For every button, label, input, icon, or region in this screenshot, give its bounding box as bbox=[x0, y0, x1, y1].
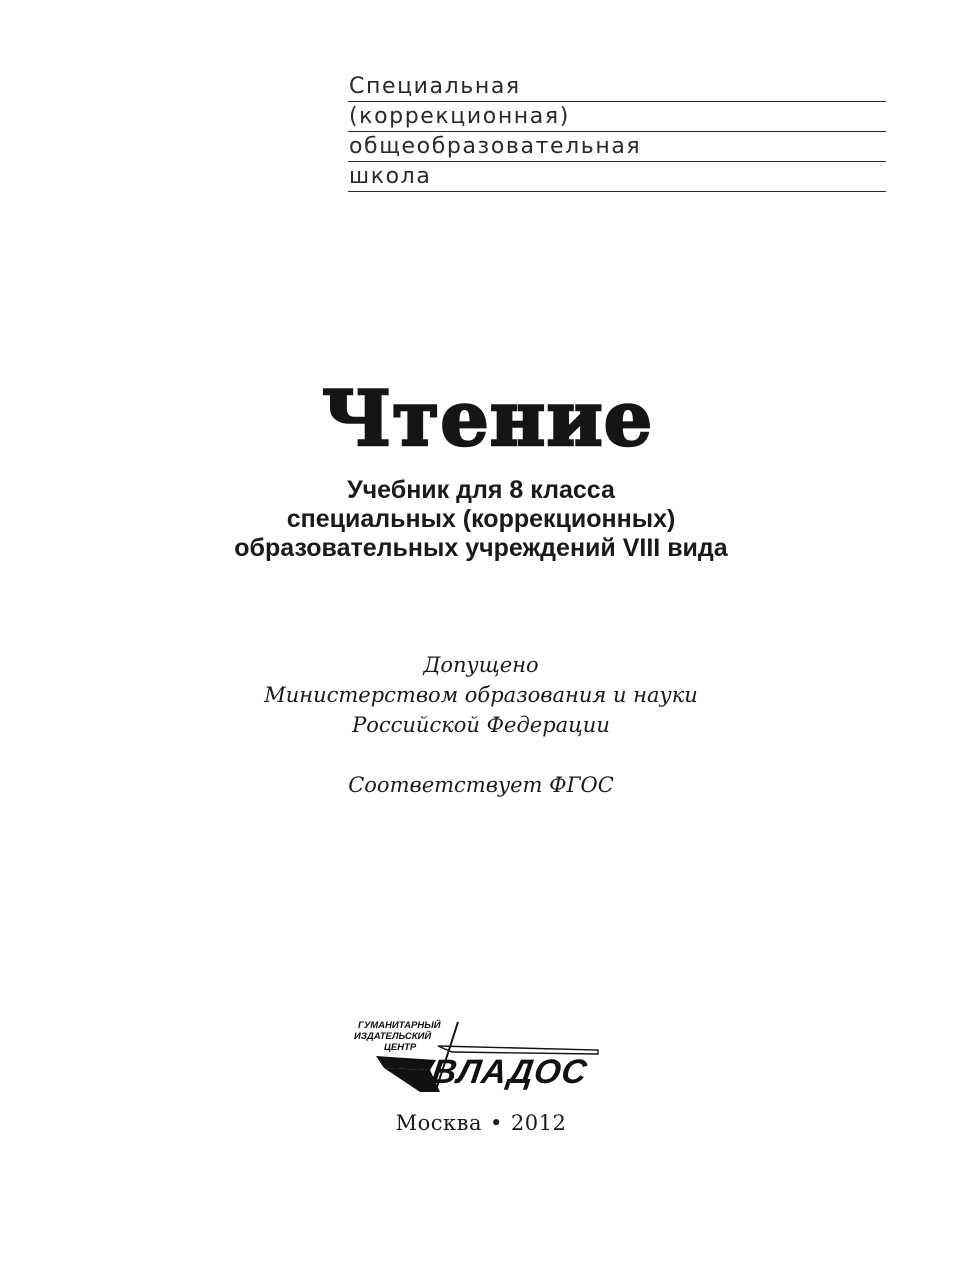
subtitle-line: специальных (коррекционных) bbox=[286, 505, 676, 533]
standard-compliance: Соответствует ФГОС bbox=[348, 773, 614, 797]
school-type-line: общеобразовательная bbox=[348, 132, 886, 162]
imprint-city: Москва bbox=[395, 1111, 483, 1135]
publisher-tagline-line: ГУМАНИТАРНЫЙ bbox=[358, 1020, 441, 1031]
subtitle-line: Учебник для 8 класса bbox=[347, 476, 615, 504]
publisher-tagline-line: ИЗДАТЕЛЬСКИЙ bbox=[354, 1031, 432, 1042]
approval-note bbox=[0, 650, 962, 740]
subtitle-line: образовательных учреждений VIII вида bbox=[234, 534, 728, 562]
school-type-line: Специальная bbox=[348, 72, 886, 102]
publisher-name: ВЛАДОС bbox=[429, 1053, 590, 1091]
imprint bbox=[0, 1108, 962, 1138]
publisher-tagline-line: ЦЕНТР bbox=[384, 1042, 417, 1053]
school-type-block bbox=[348, 72, 886, 192]
approval-line: Допущено bbox=[423, 653, 539, 677]
publisher-logo bbox=[340, 1016, 610, 1100]
school-type-line: школа bbox=[348, 162, 886, 192]
approval-line: Министерством образования и науки bbox=[264, 683, 698, 707]
book-title: Чтение bbox=[321, 374, 654, 463]
school-type-line: (коррекционная) bbox=[348, 102, 886, 132]
imprint-separator: • bbox=[490, 1111, 503, 1135]
approval-line: Российской Федерации bbox=[352, 713, 610, 737]
imprint-year: 2012 bbox=[510, 1111, 567, 1135]
book-subtitle bbox=[0, 476, 962, 563]
